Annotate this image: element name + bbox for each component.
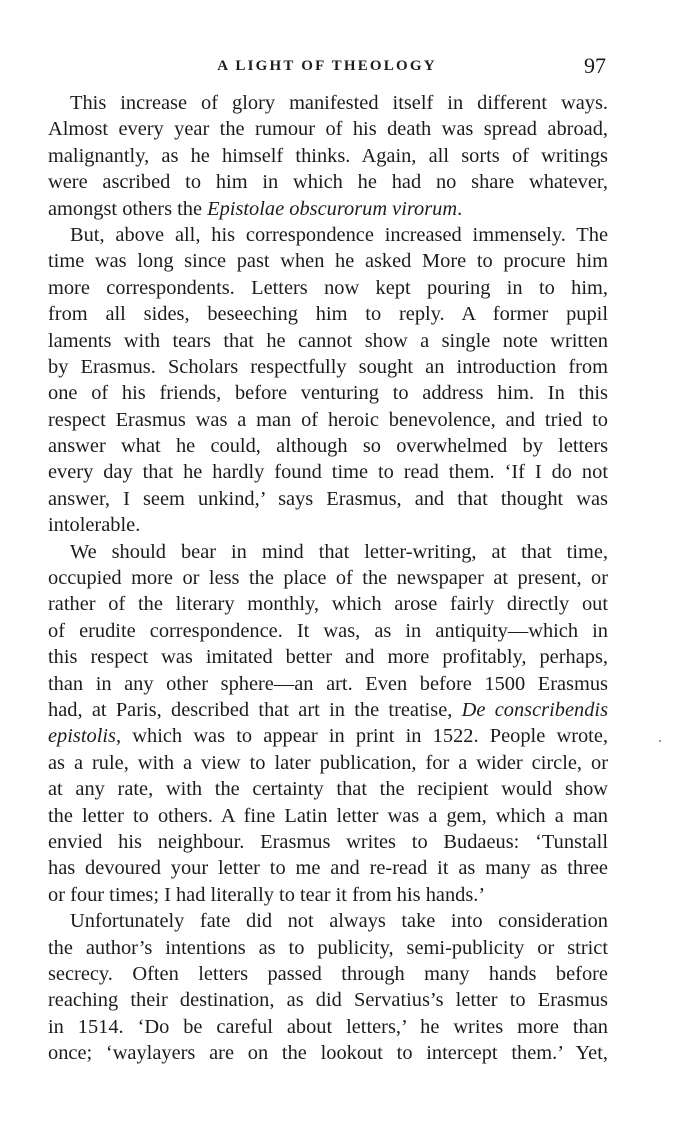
running-title: A LIGHT OF THEOLOGY [217,58,437,74]
page-number: 97 [584,53,606,78]
text-line: at any rate, with the certainty that the recipient would show [48,778,608,801]
text-line: Unfortunately fate did not always take into consideration [70,910,608,933]
italic-title: De conscribendis [461,698,608,721]
text-line: as a rule, with a view to later publication, for a wider circle, or [48,751,608,774]
text-line: respect Erasmus was a man of heroic benevolence, and tried to [48,408,608,431]
text-line: more correspondents. Letters now kept pouring in to him, [48,276,608,299]
text-line: But, above all, his correspondence increased immensely. The [70,223,608,246]
body-text [48,90,608,1066]
text-line: or four times; I had literally to tear it from his hands.’ [48,883,486,906]
text-line: answer, I seem unkind,’ says Erasmus, and that thought was [48,487,608,510]
italic-title: epistolis [48,725,116,748]
text-line: This increase of glory manifested itself in different ways. [70,92,608,114]
text-line: envied his neighbour. Erasmus writes to Budaeus: ‘Tunstall [48,830,608,853]
text-line: of erudite correspondence. It was, as in antiquity—which in [48,619,608,642]
text-line: laments with tears that he cannot show a single note written [48,329,608,352]
margin-speck [659,740,661,742]
text-line: answer what he could, although so overwhelmed by letters [48,435,608,458]
text-line [48,723,608,749]
text-run: amongst others the [48,197,208,220]
text-line: Almost every year the rumour of his death was spread abroad, [48,118,608,141]
text-run: had, at Paris, described that art in the treatise, [48,698,462,721]
text-line [48,196,608,222]
text-line [48,697,608,723]
text-line: occupied more or less the place of the newspaper at present, or [48,567,608,590]
text-line: rather of the literary monthly, which arose fairly directly out [48,593,608,616]
text-line: once; ‘waylayers are on the lookout to intercept them.’ Yet, [48,1042,608,1065]
text-line: one of his friends, before venturing to address him. In this [48,382,608,405]
text-run: , which was to appear in print in 1522. People wrote, [115,725,608,748]
italic-title: Epistolae obscurorum virorum [207,197,458,220]
text-line: We should bear in mind that letter-writing, at that time, [70,540,608,563]
text-line: were ascribed to him in which he had no share whatever, [48,171,608,194]
text-run: . [457,197,463,220]
text-line: every day that he hardly found time to read them. ‘If I do not [48,461,608,484]
text-line: intolerable. [48,514,141,537]
text-line: by Erasmus. Scholars respectfully sought an introduction from [48,355,608,378]
text-line: malignantly, as he himself thinks. Again, all sorts of writings [48,144,608,167]
text-line: this respect was imitated better and more profitably, perhaps, [48,646,608,669]
text-line: reaching their destination, as did Servatius’s letter to Erasmus [48,989,608,1012]
text-line: than in any other sphere—an art. Even before 1500 Erasmus [48,672,608,695]
text-line: the author’s intentions as to publicity, semi-publicity or strict [48,936,608,959]
text-line: in 1514. ‘Do be careful about letters,’ he writes more than [48,1015,608,1038]
text-line: the letter to others. A fine Latin letter was a gem, which a man [48,804,608,827]
text-line: secrecy. Often letters passed through many hands before [48,962,608,985]
text-line: from all sides, beseeching him to reply. A former pupil [48,303,608,326]
text-line: time was long since past when he asked More to procure him [48,250,608,273]
running-head [48,53,606,82]
text-line: has devoured your letter to me and re-read it as many as three [48,857,608,880]
